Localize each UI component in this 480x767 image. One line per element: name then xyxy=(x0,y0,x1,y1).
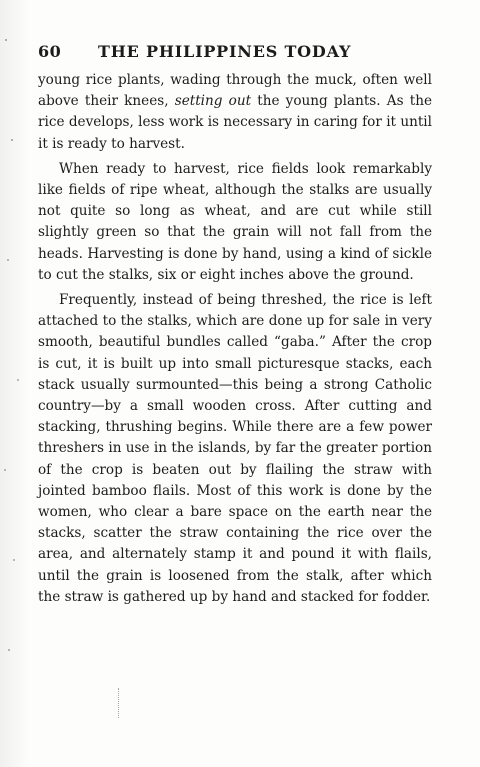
page-number: 60 xyxy=(38,42,62,61)
paragraph-1-emphasis: setting out xyxy=(174,93,252,110)
paragraph-1 xyxy=(38,70,432,155)
scan-binding-edge xyxy=(0,0,30,767)
paragraph-1-text-start: young rice plants, wading through the muck, often well above their knees, xyxy=(38,72,432,110)
paragraph-2: When ready to harvest, rice fields look remarkably like fields of ripe wheat, although the stalks are usually not quite so long as wheat, and are cut while still slightly green so that the grain will not fall from the heads. Harvesting is done by hand, using a kind of sickle to cut the stalks, six or eight inches above the ground. xyxy=(38,160,432,283)
scan-artifact-mark xyxy=(118,688,120,718)
paragraph-1-text-end: the young plants. As the rice develops, less work is necessary in caring for it until it is ready to harvest. xyxy=(38,93,432,152)
paragraph-3: Frequently, instead of being threshed, the rice is left attached to the stalks, which are done up for sale in very smooth, beautiful bundles called “gaba.” After the crop is cut, it is built up into small picturesque stacks, each stack usually surmounted—this being a strong Catholic country—by a small wooden cross. After cutting and stacking, thrushing begins. While there are a few power threshers in use in the islands, by far the greater portion of the crop is beaten out by flailing the straw with jointed bamboo flails. Most of this work is done by the women, who clear a bare space on the earth near the stacks, scatter the straw containing the rice over the area, and alternately stamp it and pound it with flails, until the grain is loosened from the stalk, after which the straw is gathered up by hand and stacked for fodder. xyxy=(38,292,432,605)
page-header xyxy=(38,42,432,66)
book-page xyxy=(38,42,432,608)
running-title: THE PHILIPPINES TODAY xyxy=(98,42,352,61)
